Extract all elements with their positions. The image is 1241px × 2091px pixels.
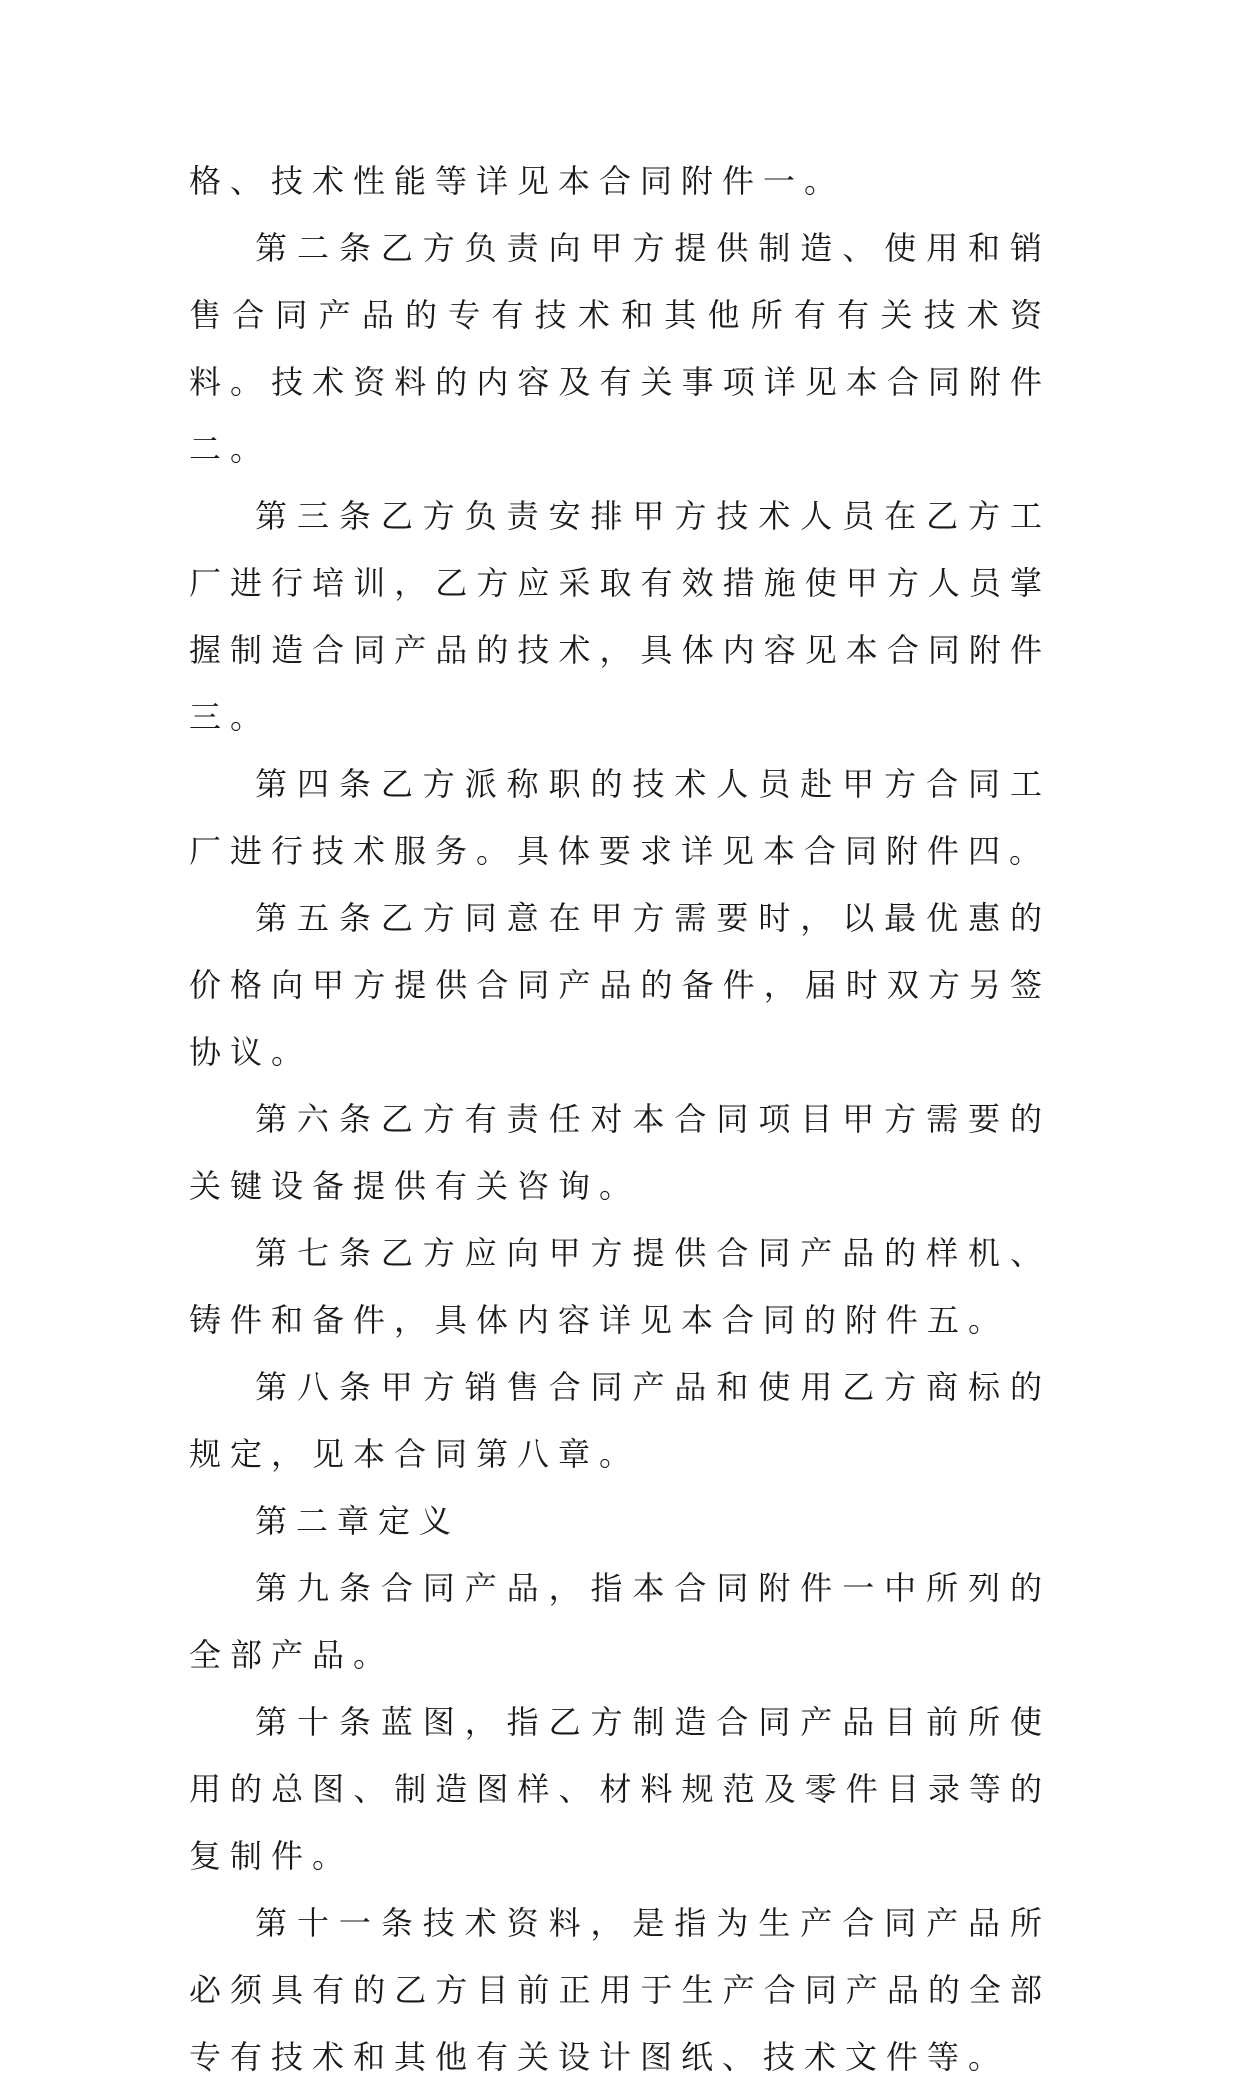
paragraph-article-3: 第三条乙方负责安排甲方技术人员在乙方工厂进行培训，乙方应采取有效措施使甲方人员掌握制造合同产品的技术，具体内容见本合同附件三。 [189, 497, 1051, 736]
paragraph-article-2: 第二条乙方负责向甲方提供制造、使用和销售合同产品的专有技术和其他所有有关技术资料。技术资料的内容及有关事项详见本合同附件二。 [189, 229, 1051, 468]
paragraph-article-5: 第五条乙方同意在甲方需要时，以最优惠的价格向甲方提供合同产品的备件，届时双方另签协议。 [189, 899, 1051, 1071]
paragraph-article-10: 第十条蓝图，指乙方制造合同产品目前所使用的总图、制造图样、材料规范及零件目录等的复制件。 [189, 1703, 1051, 1875]
paragraph-article-4: 第四条乙方派称职的技术人员赴甲方合同工厂进行技术服务。具体要求详见本合同附件四。 [189, 765, 1051, 870]
contract-text-body [189, 148, 1051, 2091]
paragraph-article-7: 第七条乙方应向甲方提供合同产品的样机、铸件和备件，具体内容详见本合同的附件五。 [189, 1234, 1051, 1339]
paragraph-article-9: 第九条合同产品，指本合同附件一中所列的全部产品。 [189, 1569, 1051, 1674]
paragraph-article-8: 第八条甲方销售合同产品和使用乙方商标的规定，见本合同第八章。 [189, 1368, 1051, 1473]
paragraph-article-6: 第六条乙方有责任对本合同项目甲方需要的关键设备提供有关咨询。 [189, 1100, 1051, 1205]
paragraph-article-11: 第十一条技术资料，是指为生产合同产品所必须具有的乙方目前正用于生产合同产品的全部专有技术和其他有关设计图纸、技术文件等。 [189, 1904, 1051, 2076]
paragraph-continuation: 格、技术性能等详见本合同附件一。 [189, 162, 846, 200]
chapter-heading: 第二章定义 [255, 1502, 461, 1540]
